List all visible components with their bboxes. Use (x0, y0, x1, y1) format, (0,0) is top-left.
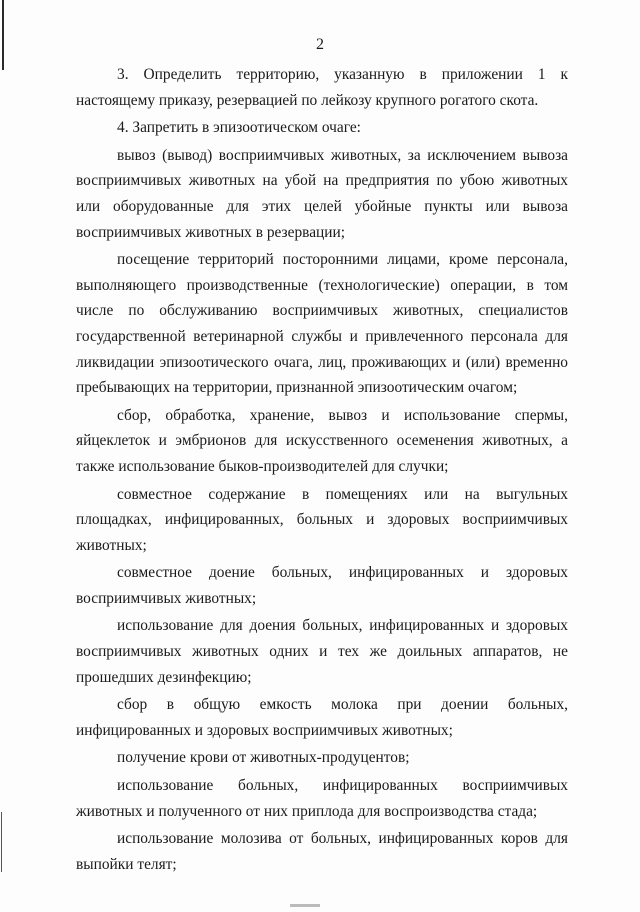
paragraph-milk-collection-ban: сбор в общую емкость молока при доении больных, инфицированных и здоровых восприимчивых животных; (76, 696, 568, 739)
scan-edge-mark (2, 0, 4, 70)
paragraph-item-4: 4. Запретить в эпизоотическом очаге: (117, 119, 361, 137)
document-body (76, 62, 568, 877)
scan-smudge (290, 904, 320, 907)
paragraph-colostrum-ban: использование молозива от больных, инфицированных коров для выпойки телят; (76, 830, 568, 873)
paragraph-joint-keeping-ban: совместное содержание в помещениях или на выгульных площадках, инфицированных, больных и здоровых восприимчивых животных; (76, 485, 568, 554)
paragraph-joint-milking-ban: совместное доение больных, инфицированных и здоровых восприимчивых животных; (76, 564, 568, 607)
paragraph-milking-machines-ban: использование для доения больных, инфицированных и здоровых восприимчивых животных одних и тех же доильных аппаратов, не прошедших дезинфекцию; (76, 617, 568, 686)
paragraph-semen-ban: сбор, обработка, хранение, вывоз и использование спермы, яйцеклеток и эмбрионов для искусственного осеменения животных, а также использование быков-производителей для случки; (76, 406, 568, 475)
paragraph-visit-ban: посещение территорий посторонними лицами, кроме персонала, выполняющего производственные (технологические) операции, в том числе по обслуживанию восприимчивых животных, специалистов государственной ветеринарной службы и привлеченного персонала для ликвидации эпизоотического очага, лиц, проживающих и (или) временно пребывающих на территории, признанной эпизоотическим очагом; (76, 251, 568, 397)
scan-edge-mark (1, 812, 2, 872)
page-number: 2 (316, 36, 324, 53)
paragraph-removal-ban: вывоз (вывод) восприимчивых животных, за исключением вывоза восприимчивых животных на убой на предприятия по убою животных или оборудованные для этих целей убойные пункты или вывоза восприимчивых животных в резервации; (76, 146, 568, 241)
paragraph-reproduction-ban: использование больных, инфицированных восприимчивых животных и полученного от них приплода для воспроизводства стада; (76, 777, 568, 820)
paragraph-blood-ban: получение крови от животных-продуцентов; (117, 749, 410, 767)
paragraph-item-3: 3. Определить территорию, указанную в приложении 1 к настоящему приказу, резервацией по лейкозу крупного рогатого скота. (76, 66, 568, 109)
